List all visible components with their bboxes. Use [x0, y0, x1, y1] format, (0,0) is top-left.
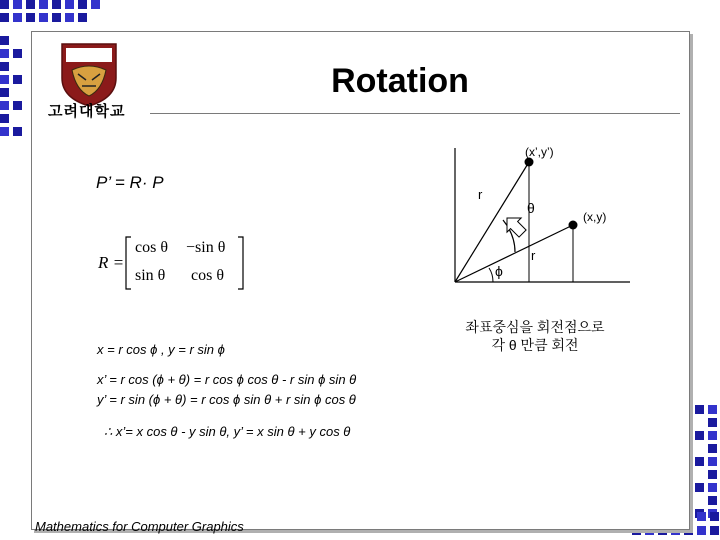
- decoration-square: [78, 0, 87, 9]
- decoration-square: [13, 49, 22, 58]
- decoration-square: [39, 13, 48, 22]
- rotation-diagram: [445, 140, 645, 290]
- decoration-square: [695, 431, 704, 440]
- decoration-square: [0, 127, 9, 136]
- therefore-equation: ∴ x’= x cos θ - y sin θ, y’ = x sin θ + y cos θ: [104, 424, 351, 439]
- decoration-square: [0, 49, 9, 58]
- footer-text: Mathematics for Computer Graphics: [35, 519, 244, 534]
- matrix-a11: cos θ: [135, 239, 168, 256]
- decoration-square: [78, 13, 87, 22]
- decoration-square: [65, 0, 74, 9]
- slide-title: Rotation: [331, 62, 469, 100]
- decoration-square: [0, 36, 9, 45]
- decoration-square: [708, 457, 717, 466]
- rotation-arrow: [500, 211, 530, 241]
- label-theta: θ: [527, 200, 535, 216]
- decoration-square: [0, 0, 9, 9]
- decoration-square: [26, 13, 35, 22]
- decoration-square: [708, 496, 717, 505]
- decoration-square: [0, 101, 9, 110]
- matrix-label: R =: [98, 253, 125, 272]
- decoration-square: [0, 114, 9, 123]
- decoration-square: [708, 405, 717, 414]
- korean-caption-line1: 좌표중심을 회전점으로: [465, 319, 605, 335]
- label-point-rotated: (x’,y’): [525, 145, 554, 159]
- decoration-square: [697, 512, 706, 521]
- title-underline: [150, 113, 680, 114]
- decoration-square: [708, 444, 717, 453]
- decoration-square: [13, 13, 22, 22]
- label-r-upper: r: [478, 187, 483, 202]
- decoration-square: [13, 101, 22, 110]
- decoration-square: [39, 0, 48, 9]
- korean-caption-line2: 각 θ 만큼 회전: [491, 337, 579, 353]
- decoration-square: [695, 457, 704, 466]
- decoration-square: [708, 418, 717, 427]
- rotation-matrix: [98, 234, 248, 292]
- label-r-lower: r: [531, 248, 536, 263]
- decoration-square: [697, 526, 706, 535]
- matrix-a21: sin θ: [135, 267, 166, 284]
- decoration-square: [695, 483, 704, 492]
- xprime-equation: x’ = r cos (ϕ + θ) = r cos ϕ cos θ - r sin ϕ sin θ: [97, 372, 357, 387]
- decoration-square: [708, 483, 717, 492]
- decoration-square: [26, 0, 35, 9]
- decoration-square: [710, 512, 719, 521]
- yprime-equation: y’ = r sin (ϕ + θ) = r cos ϕ sin θ + r sin ϕ cos θ: [97, 392, 356, 407]
- decoration-square: [65, 13, 74, 22]
- decoration-square: [13, 0, 22, 9]
- decoration-square: [695, 405, 704, 414]
- decoration-square: [52, 13, 61, 22]
- decoration-square: [13, 127, 22, 136]
- matrix-a12: −sin θ: [186, 239, 226, 256]
- label-phi: ϕ: [495, 263, 503, 279]
- matrix-brackets: [98, 234, 248, 292]
- decoration-square: [52, 0, 61, 9]
- logo-text: 고려대학교: [48, 103, 126, 120]
- point-original: [569, 221, 578, 230]
- decoration-square: [710, 526, 719, 535]
- polar-equation: x = r cos ϕ , y = r sin ϕ: [97, 342, 225, 357]
- label-point-original: (x,y): [583, 210, 607, 224]
- matrix-a22: cos θ: [191, 267, 224, 284]
- phi-arc: [489, 268, 493, 282]
- decoration-square: [708, 470, 717, 479]
- formula-main: P’ = R· P: [96, 173, 164, 192]
- korean-caption: [440, 318, 630, 354]
- decoration-square: [708, 431, 717, 440]
- decoration-square: [91, 0, 100, 9]
- decoration-square: [0, 13, 9, 22]
